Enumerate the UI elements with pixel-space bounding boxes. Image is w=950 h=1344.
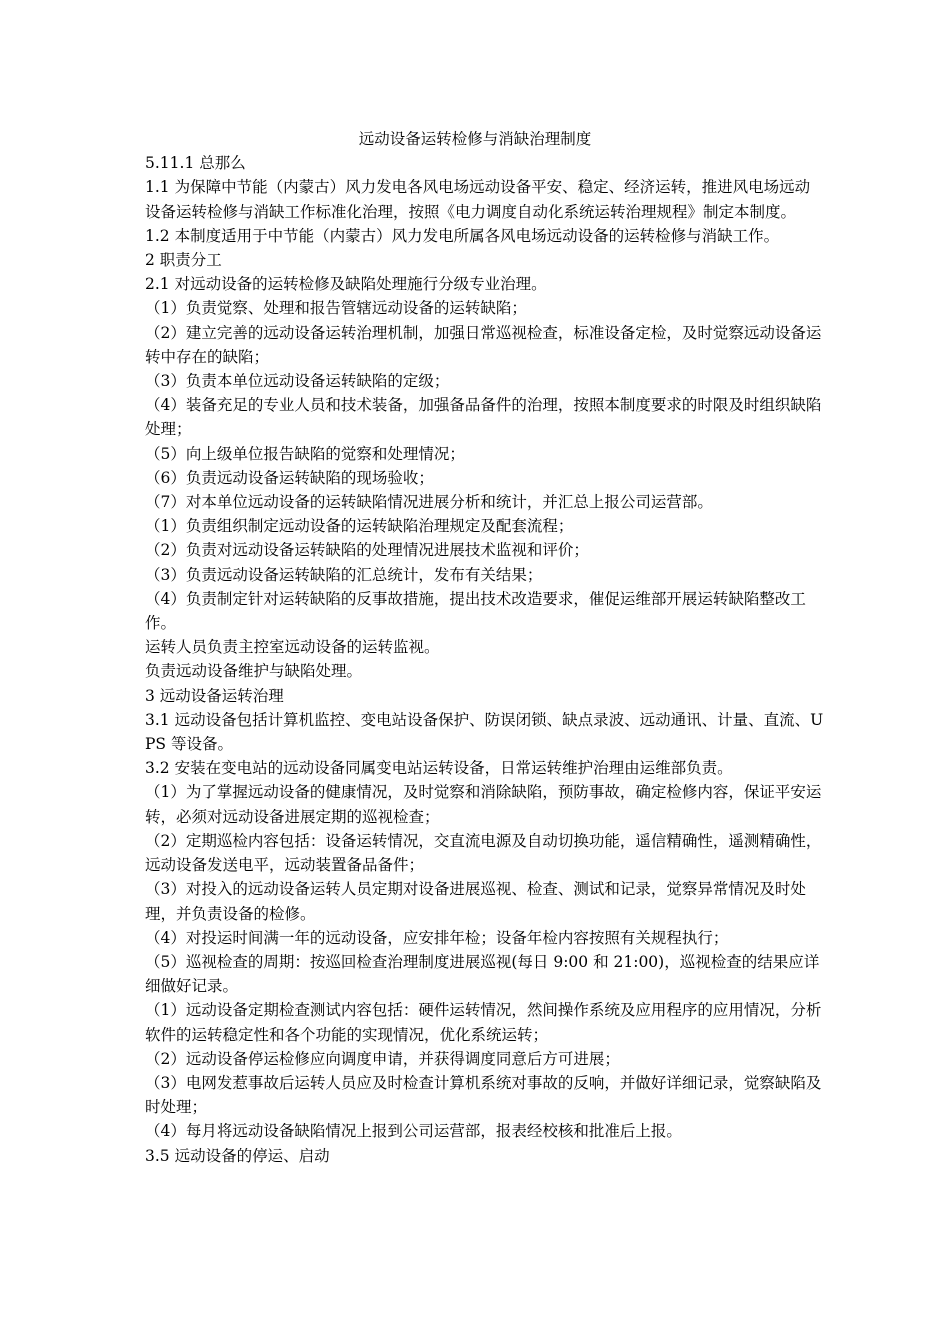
list-item: （1）为了掌握远动设备的健康情况，及时觉察和消除缺陷，预防事故，确定检修内容，保证平安运转，必须对远动设备进展定期的巡视检查；	[145, 783, 822, 826]
list-item: （1）远动设备定期检查测试内容包括：硬件运转情况，然间操作系统及应用程序的应用情况，分析软件的运转稳定性和各个功能的实现情况，优化系统运转；	[145, 1001, 822, 1044]
list-item: （4）装备充足的专业人员和技术装备，加强备品备件的治理，按照本制度要求的时限及时组织缺陷处理；	[145, 396, 822, 439]
list-item: （3）对投入的远动设备运转人员定期对设备进展巡视、检查、测试和记录，觉察异常情况及时处理，并负责设备的检修。	[145, 880, 806, 923]
section-heading: 2 职责分工	[145, 251, 222, 270]
paragraph: 1.2 本制度适用于中节能（内蒙古）风力发电所属各风电场远动设备的运转检修与消缺工作。	[145, 226, 780, 245]
list-item: （2）远动设备停运检修应向调度申请，并获得调度同意后方可进展；	[145, 1049, 620, 1068]
paragraph: 3.1 远动设备包括计算机监控、变电站设备保护、防误闭锁、缺点录波、远动通讯、计量、直流、UPS 等设备。	[145, 710, 824, 754]
paragraph: 负责远动设备维护与缺陷处理。	[145, 662, 363, 681]
paragraph: 3.2 安装在变电站的远动设备同属变电站运转设备，日常运转维护治理由运维部负责。	[145, 759, 733, 778]
list-item: （4）负责制定针对运转缺陷的反事故措施，提出技术改造要求，催促运维部开展运转缺陷整改工作。	[145, 589, 806, 633]
list-item: （3）电网发惹事故后运转人员应及时检查计算机系统对事故的反响，并做好详细记录，觉察缺陷及时处理；	[145, 1073, 822, 1117]
list-item: （4）每月将远动设备缺陷情况上报到公司运营部，报表经校核和批准后上报。	[145, 1122, 682, 1141]
paragraph: 1.1 为保障中节能（内蒙古）风力发电各风电场远动设备平安、稳定、经济运转，推进风电场远动设备运转检修与消缺工作标准化治理，按照《电力调度自动化系统运转治理规程》制定本制度。	[145, 178, 811, 221]
list-item: （3）负责本单位远动设备运转缺陷的定级；	[145, 372, 450, 391]
list-item: （4）对投运时间满一年的远动设备，应安排年检；设备年检内容按照有关规程执行；	[145, 928, 729, 947]
list-item: （7）对本单位远动设备的运转缺陷情况进展分析和统计，并汇总上报公司运营部。	[145, 493, 713, 512]
list-item: （2）负责对远动设备运转缺陷的处理情况进展技术监视和评价；	[145, 541, 589, 560]
section-heading: 3.5 远动设备的停运、启动	[145, 1146, 330, 1165]
list-item: （5）巡视检查的周期：按巡回检查治理制度进展巡视(每日 9:00 和 21:00)，巡视检查的结果应详细做好记录。	[145, 952, 820, 996]
list-item: （1）负责觉察、处理和报告管辖远动设备的运转缺陷；	[145, 299, 527, 318]
section-heading: 3 远动设备运转治理	[145, 686, 284, 705]
section-heading: 5.11.1 总那么	[145, 154, 246, 173]
paragraph: 2.1 对远动设备的运转检修及缺陷处理施行分级专业治理。	[145, 275, 547, 294]
list-item: （2）建立完善的远动设备运转治理机制，加强日常巡视检查，标准设备定检，及时觉察远动设备运转中存在的缺陷；	[145, 323, 822, 366]
document-body	[145, 127, 825, 1168]
list-item: （3）负责远动设备运转缺陷的汇总统计，发布有关结果；	[145, 565, 543, 584]
list-item: （5）向上级单位报告缺陷的觉察和处理情况；	[145, 444, 465, 463]
list-item: （1）负责组织制定远动设备的运转缺陷治理规定及配套流程；	[145, 517, 574, 536]
list-item: （2）定期巡检内容包括：设备运转情况，交直流电源及自动切换功能，遥信精确性，遥测精确性，远动设备发送电平，远动装置备品备件；	[145, 831, 822, 875]
document-title: 远动设备运转检修与消缺治理制度	[358, 130, 592, 148]
list-item: （6）负责远动设备运转缺陷的现场验收；	[145, 468, 434, 487]
paragraph: 运转人员负责主控室远动设备的运转监视。	[145, 638, 440, 657]
